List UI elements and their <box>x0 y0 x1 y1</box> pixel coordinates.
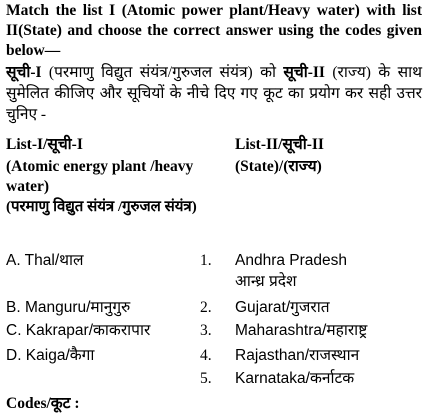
list1-heading <box>6 135 216 217</box>
list1-item: A. Thal/थाल <box>6 252 84 269</box>
codes-label: Codes/कूट : <box>6 395 80 412</box>
list2-item: Karnataka/कर्नाटक <box>235 370 355 387</box>
list1-ref: सूची-I <box>6 64 42 81</box>
list2-ref: सूची-II <box>283 64 325 81</box>
list2-heading <box>235 135 425 177</box>
list2-item-hi: आन्ध्र प्रदेश <box>235 273 297 290</box>
list2-number: 4. <box>200 347 212 364</box>
list1-item: B. Manguru/मानुगुरु <box>6 299 131 316</box>
list1-subheader-hi: (परमाणु विद्युत संयंत्र /गुरुजल संयंत्र) <box>6 199 197 215</box>
list2-item-en: Andhra Pradesh <box>235 252 348 269</box>
list1-item: D. Kaiga/कैगा <box>6 347 95 364</box>
list1-subheader-en: (Atomic energy plant /heavy water) <box>6 158 194 195</box>
list2-item: Maharashtra/महाराष्ट्र <box>235 322 368 339</box>
question-hindi <box>6 62 422 125</box>
list2-number: 5. <box>200 370 212 387</box>
list2-title: List-II/सूची-II <box>235 136 324 153</box>
question-hindi-rest: (राज्य) के साथ सुमेलित कीजिए और सूचियों के नीचे दिए गए कूट का प्रयोग कर सही उत्तर चुनिए - <box>6 64 423 123</box>
list1-title: List-I/सूची-I <box>6 136 83 153</box>
list2-item: Rajasthan/राजस्थान <box>235 347 360 364</box>
list2-number: 2. <box>200 299 212 316</box>
question-english: Match the list I (Atomic power plant/Heavy water) with list II(State) and choose the correct answer using the codes given below— <box>6 2 422 59</box>
question-hindi-mid: (परमाणु विद्युत संयंत्र/गुरुजल संयंत्र) को <box>41 64 284 81</box>
list2-item: Gujarat/गुजरात <box>235 299 330 316</box>
list1-item: C. Kakrapar/काकरापार <box>6 322 151 339</box>
list2-number: 3. <box>200 322 212 339</box>
list2-number: 1. <box>200 252 212 269</box>
list2-subheader: (State)/(राज्य) <box>235 158 322 175</box>
